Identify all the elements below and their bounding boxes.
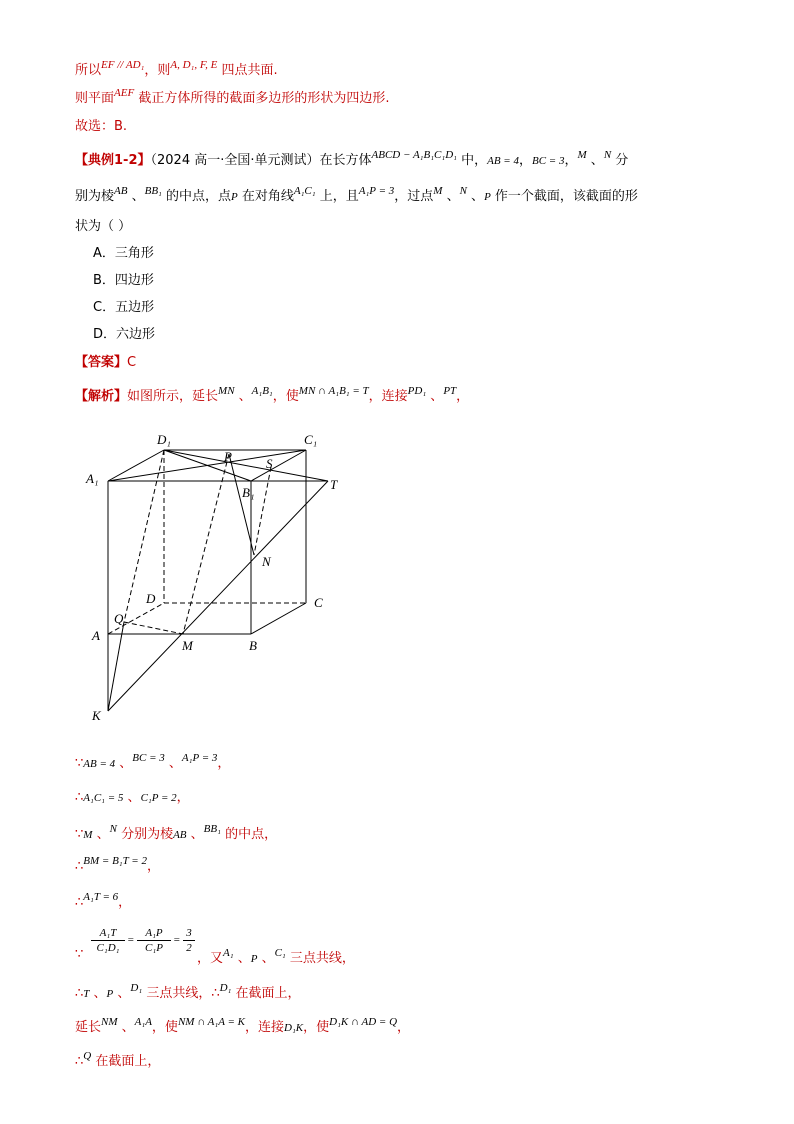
label-q: Q <box>114 611 124 626</box>
text: 在截面上， <box>231 986 301 1001</box>
text: 、 <box>123 790 141 805</box>
label-t: T <box>330 477 338 492</box>
line-pn <box>229 454 254 555</box>
source: （2024 高一·全国·单元测试） <box>150 153 320 168</box>
math-expr: AB = 4 <box>487 155 519 167</box>
text: 则平面 <box>75 91 115 106</box>
math-expr: A₁P = 3 <box>358 185 395 197</box>
math-expr: N <box>603 149 612 161</box>
line-qm <box>124 622 183 634</box>
symbol: ∴ <box>75 790 84 805</box>
math-expr: P <box>231 191 238 203</box>
label-k: K <box>92 708 101 723</box>
math-expr: BC = 3 <box>532 155 565 167</box>
text-line <box>75 59 278 80</box>
option-a: A．三角形 <box>93 246 154 261</box>
text: 、 <box>127 189 145 204</box>
math-expr: BC = 3 <box>132 752 165 764</box>
text: 、 <box>92 827 110 842</box>
text: ， <box>217 756 231 771</box>
fraction-numerator: A₁T <box>91 926 125 941</box>
step-4 <box>75 855 160 876</box>
math-expr: AB <box>173 829 187 841</box>
line-kq <box>108 622 124 711</box>
text: 、 <box>89 986 107 1001</box>
answer-line <box>75 354 136 372</box>
text: ，使 <box>272 389 299 404</box>
text: 、 <box>233 951 251 966</box>
label-b: B <box>249 638 257 653</box>
step-7 <box>75 982 301 1003</box>
cuboid-figure <box>80 420 360 730</box>
label-a1: A₁ <box>86 471 99 486</box>
text: 在截面上， <box>91 1054 161 1069</box>
math-expr: BM = B₁T = 2 <box>83 855 147 867</box>
text: 、 <box>234 389 252 404</box>
fraction-3 <box>183 926 195 955</box>
example-tag: 【典例1-2】 <box>75 153 151 168</box>
symbol: ∴ <box>75 859 84 874</box>
math-expr: P <box>106 988 114 1000</box>
step-3 <box>75 823 278 844</box>
text: 别为棱 <box>75 189 115 204</box>
math-expr: P <box>250 953 258 965</box>
text: 、 <box>442 189 460 204</box>
question-line-1 <box>75 149 629 170</box>
math-expr: BB₁ <box>144 185 162 197</box>
math-expr: D₁K ∩ AD = Q <box>329 1016 398 1028</box>
fraction-denominator: C₁D₁ <box>96 942 120 954</box>
math-expr: A, D₁, F, E <box>170 59 218 71</box>
text: 截正方体所得的截面多边形的形状为四边形. <box>134 91 390 106</box>
math-expr: N <box>459 185 467 197</box>
text: ， <box>397 1020 411 1035</box>
text: 、 <box>115 756 133 771</box>
analysis-label: 【解析】 <box>75 389 128 404</box>
label-a: A <box>92 628 100 643</box>
math-expr: C₁ <box>274 947 286 959</box>
math-expr: AB <box>114 185 128 197</box>
text: 、 <box>113 986 131 1001</box>
fraction-numerator: 3 <box>183 926 195 941</box>
math-expr: MN <box>218 385 235 397</box>
text: 、 <box>586 153 604 168</box>
text: 如图所示，延长 <box>127 389 219 404</box>
analysis-line <box>75 385 470 406</box>
text: ， <box>146 859 160 874</box>
step-9 <box>75 1050 161 1071</box>
text: ，连接 <box>368 389 408 404</box>
math-expr: NM <box>101 1016 118 1028</box>
math-expr: A₁C₁ <box>293 185 316 197</box>
symbol: ∴ <box>75 1054 84 1069</box>
math-expr: A₁T = 6 <box>83 891 119 903</box>
math-expr: A₁C₁ = 5 <box>83 792 124 804</box>
label-m: M <box>182 638 193 653</box>
text: 延长 <box>75 1020 102 1035</box>
text: 分 <box>611 153 629 168</box>
label-s: S <box>266 456 273 471</box>
math-expr: M <box>577 149 587 161</box>
edge-bc <box>251 603 306 634</box>
math-expr: T <box>83 988 90 1000</box>
text: ，又 <box>197 951 224 966</box>
math-expr: C₁P = 2 <box>140 792 177 804</box>
text: ，使 <box>303 1020 330 1035</box>
option-d: D．六边形 <box>93 327 156 342</box>
text: 上，且 <box>315 189 359 204</box>
math-expr: MN ∩ A₁B₁ = T <box>298 385 369 397</box>
text: 、 <box>466 189 485 204</box>
text: 、 <box>426 389 444 404</box>
step-1 <box>75 752 231 773</box>
symbol: ∵ <box>75 947 84 962</box>
label-d1: D₁ <box>157 432 171 447</box>
text: 分别为棱 <box>116 827 174 842</box>
answer-label: 【答案】 <box>75 355 128 370</box>
math-expr: AEF <box>114 87 135 99</box>
text: ， <box>564 153 578 168</box>
diag-d1b1 <box>164 450 251 481</box>
text: 所以 <box>75 63 102 78</box>
math-expr: A₁P = 3 <box>181 752 218 764</box>
text: ， <box>118 895 132 910</box>
text: 的中点， <box>220 827 278 842</box>
text: ，连接 <box>245 1020 285 1035</box>
math-expr: PD₁ <box>407 385 427 397</box>
option-c: C．五边形 <box>93 300 155 315</box>
text: ，则 <box>144 63 171 78</box>
text: ， <box>518 153 532 168</box>
text: ， <box>176 790 190 805</box>
fraction-denominator: 2 <box>186 942 192 954</box>
symbol: ∴ <box>75 986 84 1001</box>
math-expr: N <box>109 823 117 835</box>
text: 在长方体 <box>319 153 372 168</box>
line-sn <box>254 467 271 555</box>
text: 、 <box>117 1020 135 1035</box>
equals: = <box>127 934 135 946</box>
symbol: ∵ <box>75 827 84 842</box>
step-2 <box>75 789 190 807</box>
label-c1: C₁ <box>304 432 318 447</box>
math-expr: PT <box>443 385 457 397</box>
fraction-2 <box>137 926 171 955</box>
text: ，使 <box>151 1020 178 1035</box>
label-b1: B₁ <box>242 485 255 500</box>
text: 状为（ ） <box>75 219 132 234</box>
math-expr: A₁ <box>223 947 234 959</box>
math-expr: ABCD − A₁B₁C₁D₁ <box>371 149 457 161</box>
step-6-tail <box>197 947 355 966</box>
label-c: C <box>314 595 323 610</box>
math-expr: BB₁ <box>203 823 221 835</box>
math-expr: EF // AD₁ <box>101 59 145 71</box>
math-expr: A₁A <box>134 1016 152 1028</box>
math-expr: AB = 4 <box>83 758 116 770</box>
math-expr: Q <box>83 1050 92 1062</box>
question-line-3 <box>75 218 131 236</box>
text: 在对角线 <box>237 189 294 204</box>
question-line-2 <box>75 185 638 206</box>
equals: = <box>173 934 181 946</box>
text: 三点共线， <box>285 951 355 966</box>
math-expr: D₁ <box>130 982 143 994</box>
option-b: B．四边形 <box>93 273 154 288</box>
math-expr: P <box>484 191 491 203</box>
text: 、 <box>186 827 204 842</box>
step-8 <box>75 1016 411 1037</box>
symbol: ∵ <box>75 756 84 771</box>
line-kt <box>108 481 328 711</box>
text: 、 <box>257 951 275 966</box>
text: 三点共线，∴ <box>142 986 220 1001</box>
math-expr: M <box>83 829 93 841</box>
text: 、 <box>164 756 182 771</box>
math-expr: M <box>433 185 443 197</box>
math-expr: D₁ <box>219 982 232 994</box>
step-5 <box>75 891 132 912</box>
text: 作一个截面，该截面的形 <box>490 189 638 204</box>
symbol: ∴ <box>75 895 84 910</box>
fraction-denominator: C₁P <box>145 942 163 954</box>
text: ， <box>456 389 470 404</box>
text: ，过点 <box>394 189 434 204</box>
text: 中， <box>456 153 488 168</box>
text: 四点共面. <box>217 63 278 78</box>
line-d1t <box>164 450 328 481</box>
math-expr: D₁K <box>284 1022 304 1034</box>
math-expr: NM ∩ A₁A = K <box>177 1016 246 1028</box>
label-n: N <box>262 554 271 569</box>
math-expr: A₁B₁ <box>251 385 273 397</box>
text: 故选：B. <box>75 119 128 134</box>
fraction-1 <box>91 926 125 955</box>
text-line <box>75 87 390 108</box>
text: 的中点，点 <box>161 189 232 204</box>
label-d: D <box>146 591 156 606</box>
text-line <box>75 118 127 136</box>
fraction-numerator: A₁P <box>137 926 171 941</box>
label-p: P <box>224 449 232 464</box>
answer-value: C <box>127 355 137 370</box>
